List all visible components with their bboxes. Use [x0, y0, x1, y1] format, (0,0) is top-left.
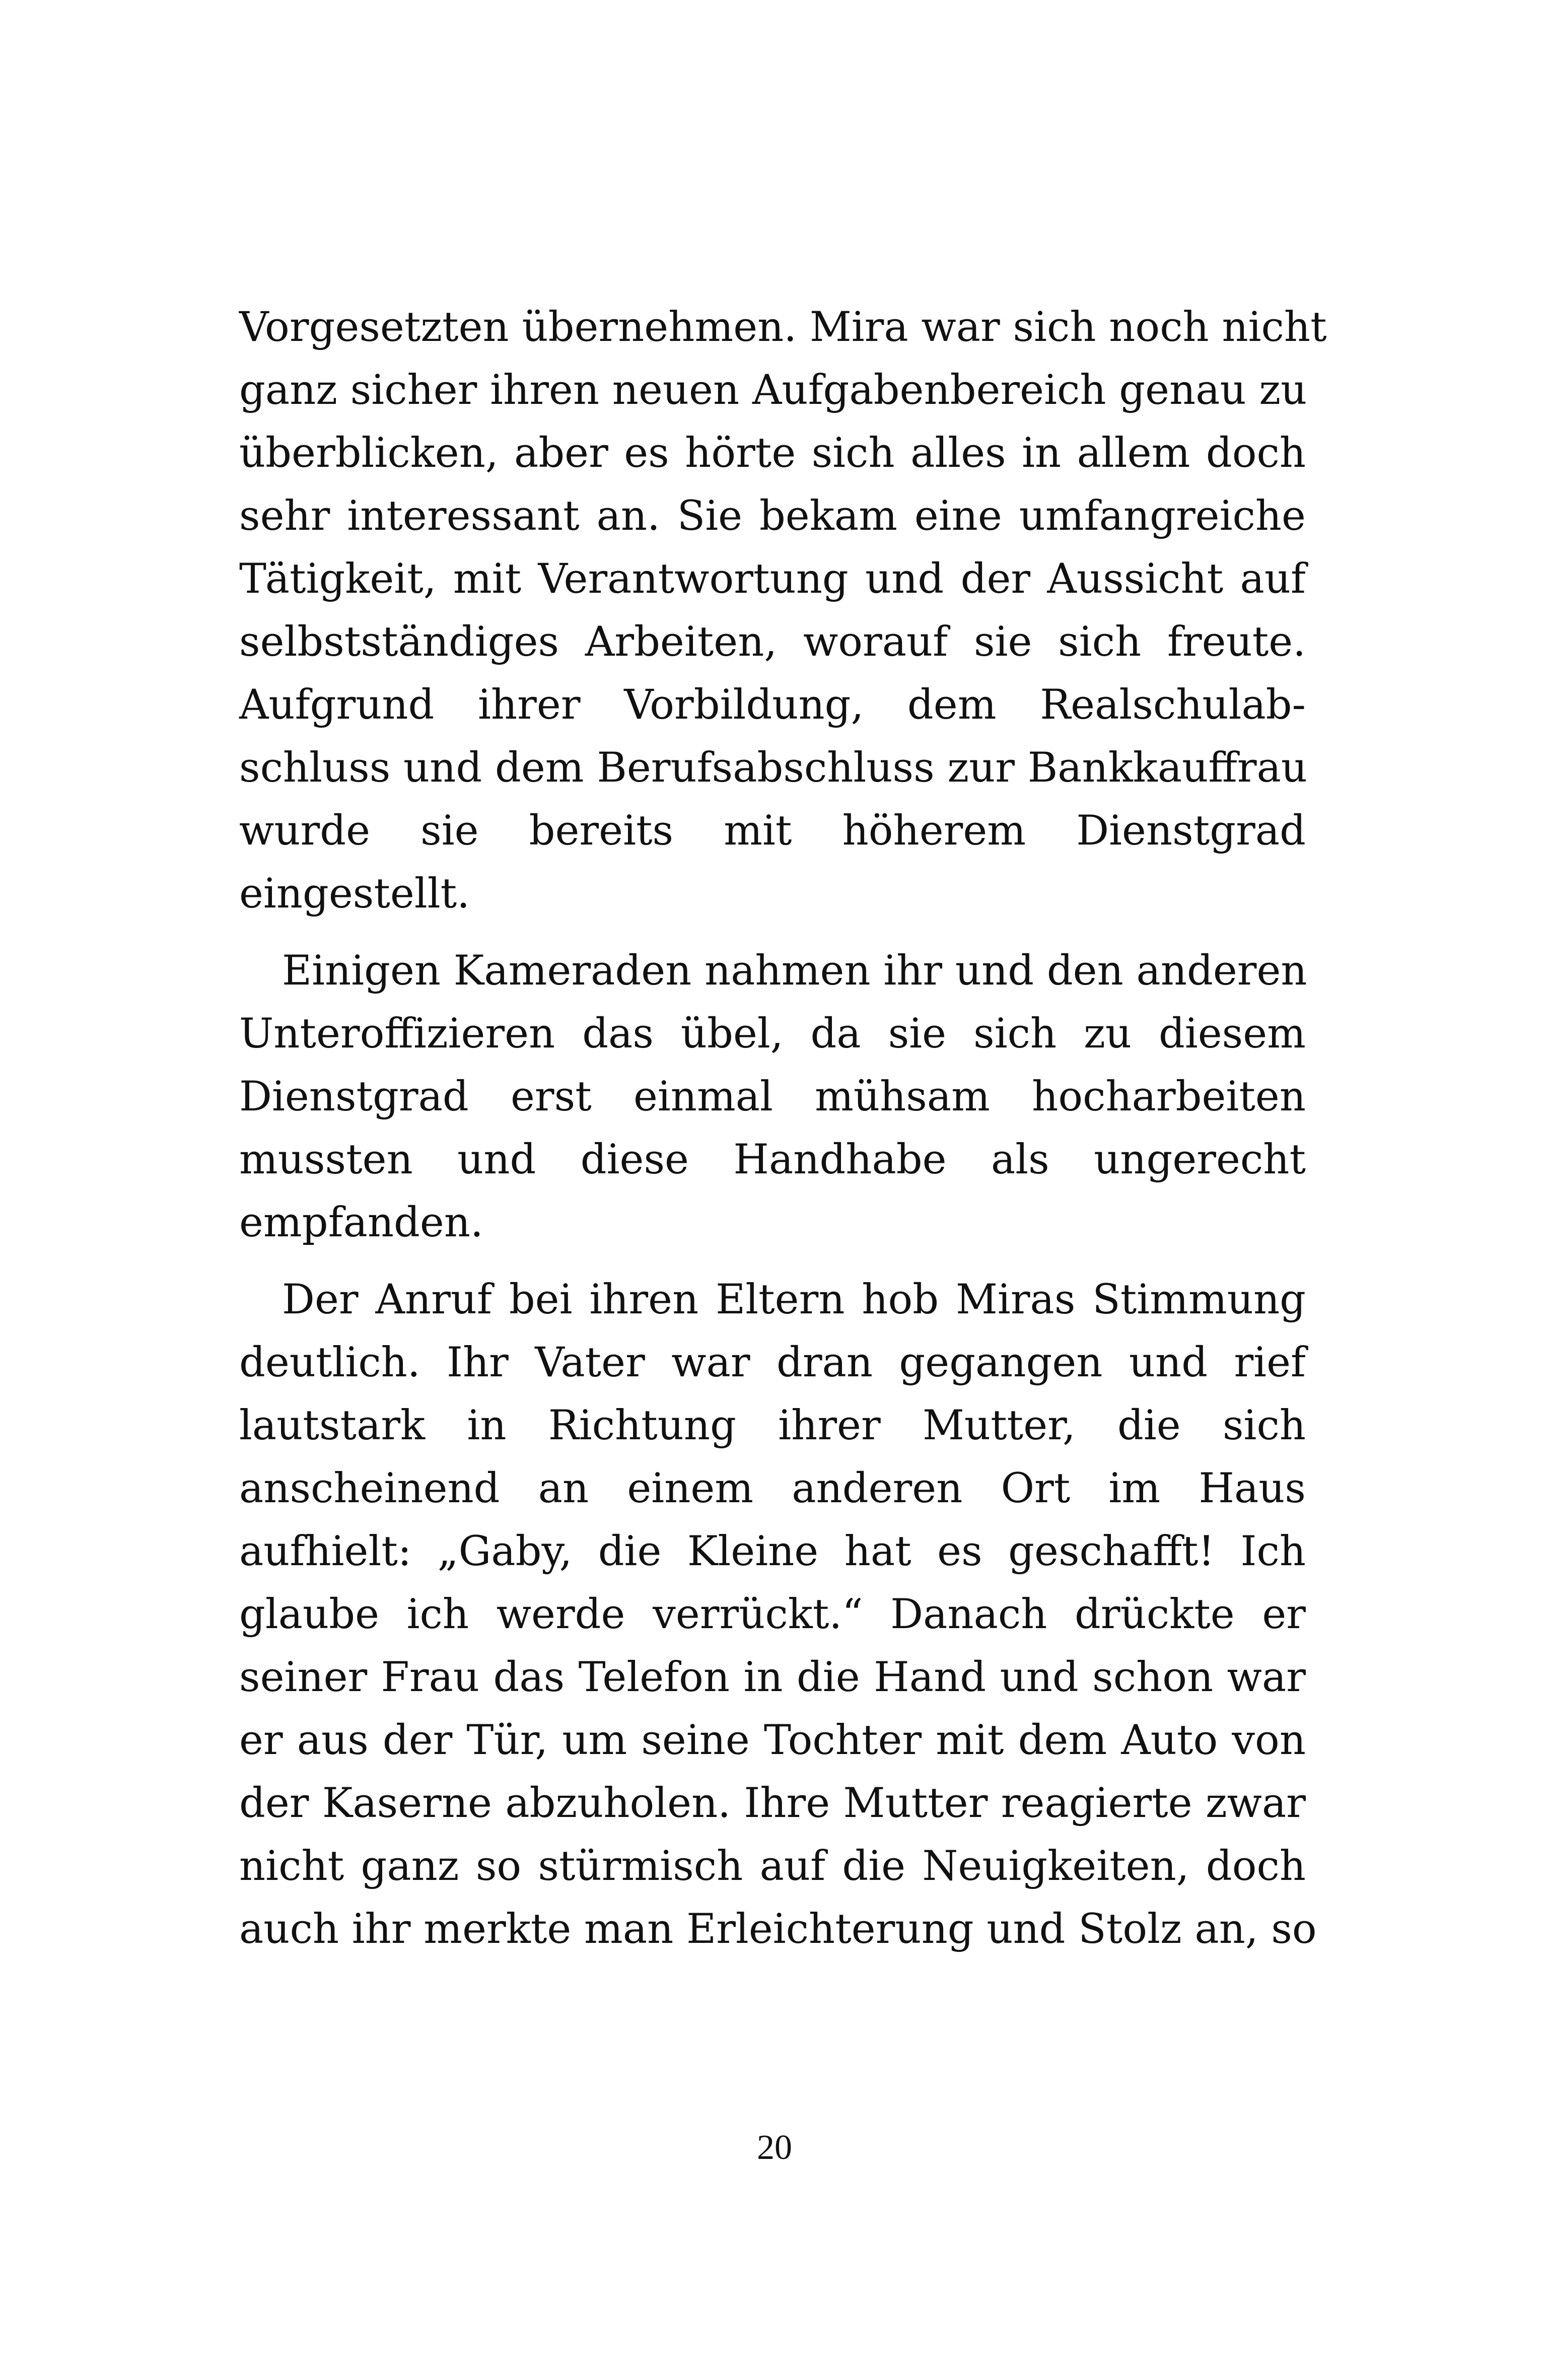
paragraph-gap: [239, 1254, 1306, 1269]
text-line: eingestellt.: [239, 870, 470, 918]
text-line: ganz sicher ihren neuen Aufgabenbereich genau zu: [239, 367, 1307, 414]
text-line: Aufgrund ihrer Vorbildung, dem Realschulab-: [239, 681, 1306, 729]
text-line: auch ihr merkte man Erleichterung und Stolz an, so: [239, 1906, 1317, 1953]
text-line: nicht ganz so stürmisch auf die Neuigkeiten, doch: [239, 1843, 1306, 1890]
page-number: 20: [757, 2128, 792, 2167]
text-line: überblicken, aber es hörte sich alles in allem doch: [239, 430, 1306, 477]
text-line: Einigen Kameraden nahmen ihr und den anderen: [282, 947, 1307, 995]
text-line: deutlich. Ihr Vater war dran gegangen und rief: [239, 1339, 1306, 1386]
paragraph-gap: [239, 926, 1306, 940]
text-line: glaube ich werde verrückt.“ Danach drückte er: [239, 1591, 1306, 1638]
text-line: wurde sie bereits mit höherem Dienstgrad: [239, 807, 1306, 855]
text-line: anscheinend an einem anderen Ort im Haus: [239, 1465, 1306, 1512]
text-line: sehr interessant an. Sie bekam eine umfangreiche: [239, 493, 1306, 540]
text-line: aufhielt: „Gaby, die Kleine hat es geschafft! Ich: [239, 1528, 1306, 1575]
text-line: Tätigkeit, mit Verantwortung und der Aussicht auf: [239, 555, 1306, 603]
text-line: schluss und dem Berufsabschluss zur Bankkauffrau: [239, 744, 1308, 792]
text-line: seiner Frau das Telefon in die Hand und schon war: [239, 1654, 1306, 1701]
text-line: Unteroffizieren das übel, da sie sich zu diesem: [239, 1010, 1306, 1058]
text-line: mussten und diese Handhabe als ungerecht: [239, 1136, 1306, 1183]
text-line: selbstständiges Arbeiten, worauf sie sich freute.: [239, 618, 1306, 666]
text-line: Dienstgrad erst einmal mühsam hocharbeiten: [239, 1073, 1306, 1121]
text-line: er aus der Tür, um seine Tochter mit dem Auto von: [239, 1717, 1306, 1764]
text-line: der Kaserne abzuholen. Ihre Mutter reagierte zwar: [239, 1780, 1306, 1827]
text-line: Vorgesetzten übernehmen. Mira war sich noch nicht: [239, 304, 1327, 351]
body-text: [239, 296, 1327, 1961]
text-line: empfanden.: [239, 1199, 483, 1246]
text-line: lautstark in Richtung ihrer Mutter, die sich: [239, 1402, 1306, 1449]
text-line: Der Anruf bei ihren Eltern hob Miras Stimmung: [282, 1276, 1306, 1323]
